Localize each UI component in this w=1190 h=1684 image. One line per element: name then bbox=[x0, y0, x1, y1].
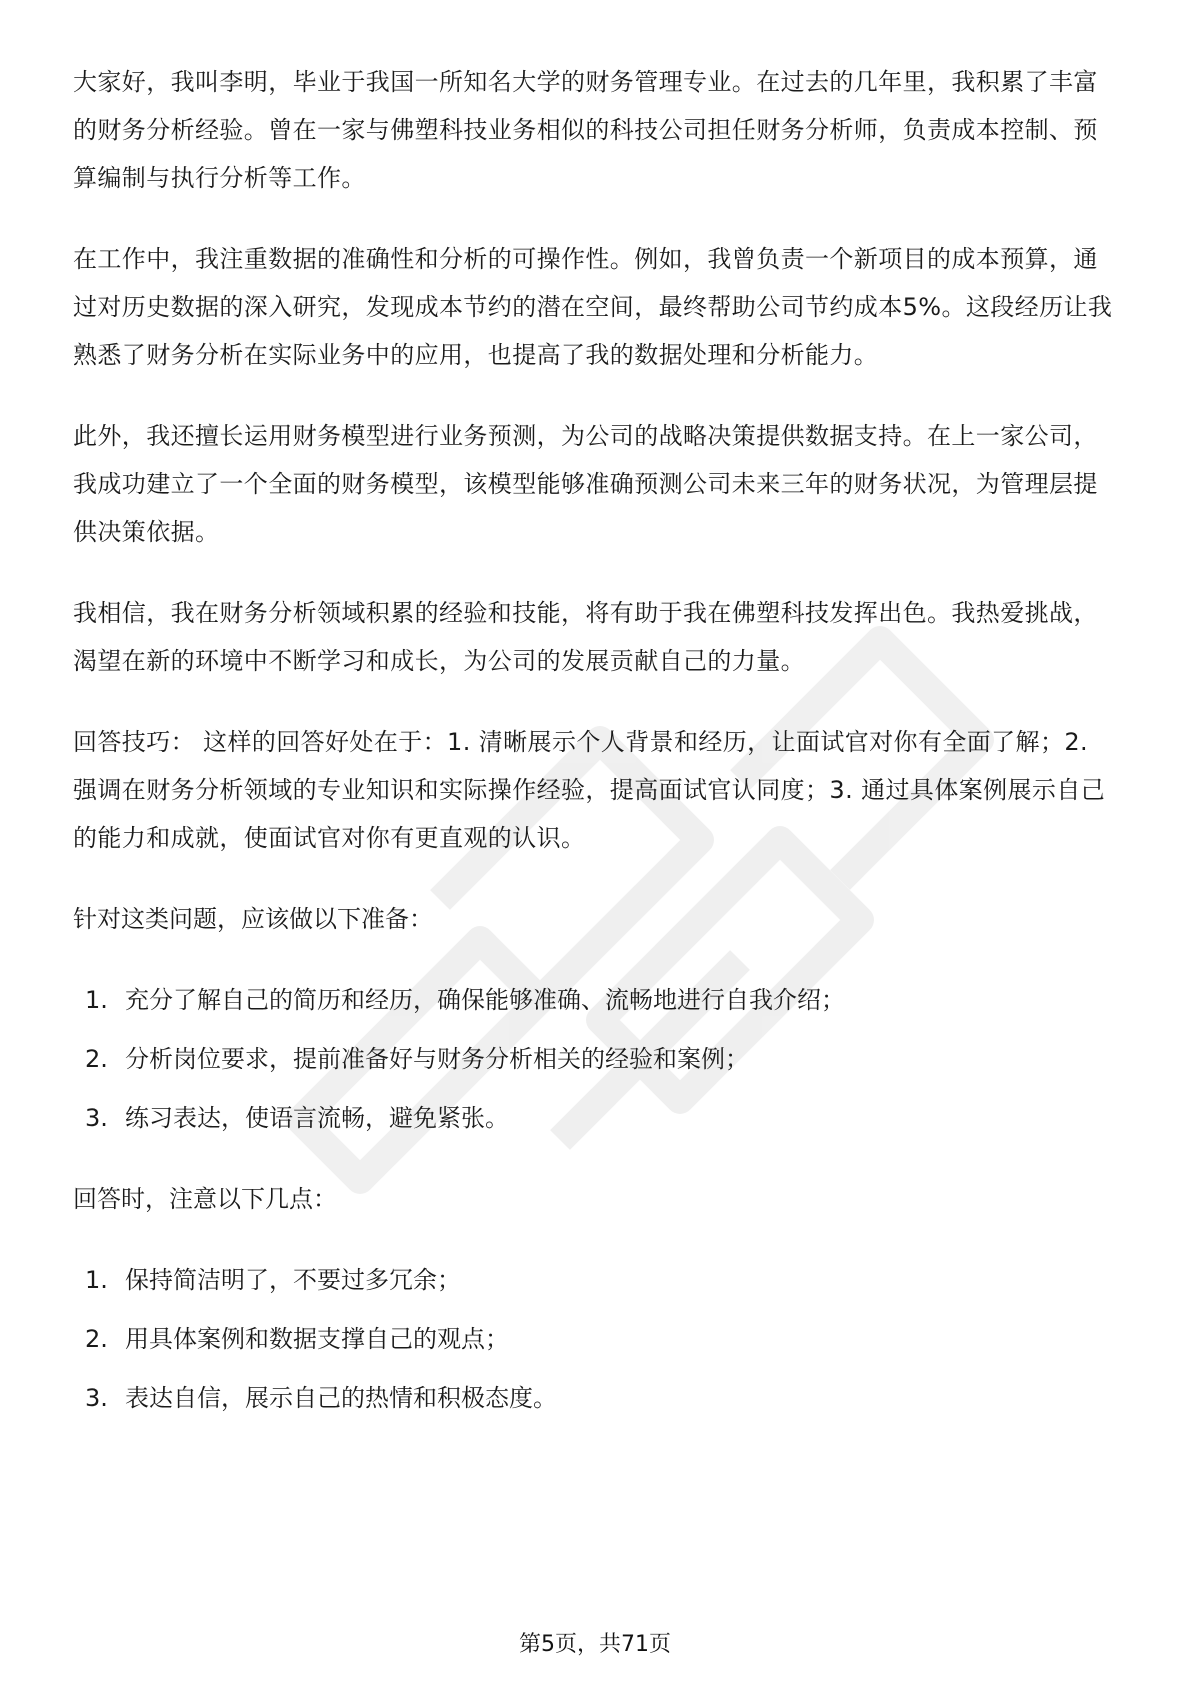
note-heading: 回答时，注意以下几点： bbox=[73, 1185, 337, 1213]
list-item: 1. 保持简洁明了，不要过多冗余； bbox=[85, 1266, 461, 1294]
document-body bbox=[73, 58, 1118, 1455]
note-list bbox=[73, 1256, 1118, 1422]
prep-list bbox=[73, 976, 1118, 1142]
list-item: 3. 练习表达，使语言流畅，避免紧张。 bbox=[85, 1104, 509, 1132]
page-number-footer: 第5页，共71页 bbox=[519, 1632, 671, 1657]
paragraph-answer-tips: 回答技巧： 这样的回答好处在于：1. 清晰展示个人背景和经历，让面试官对你有全面了解；2. 强调在财务分析领域的专业知识和实际操作经验，提高面试官认同度；3. 通过具体案例展示自己的能力和成就，使面试官对你有更直观的认识。 bbox=[73, 728, 1106, 852]
paragraph-experience: 在工作中，我注重数据的准确性和分析的可操作性。例如，我曾负责一个新项目的成本预算，通过对历史数据的深入研究，发现成本节约的潜在空间，最终帮助公司节约成本5%。这段经历让我熟悉了财务分析在实际业务中的应用，也提高了我的数据处理和分析能力。 bbox=[73, 245, 1113, 369]
paragraph-conclusion: 我相信，我在财务分析领域积累的经验和技能，将有助于我在佛塑科技发挥出色。我热爱挑战，渴望在新的环境中不断学习和成长，为公司的发展贡献自己的力量。 bbox=[73, 599, 1098, 675]
paragraph-modeling: 此外，我还擅长运用财务模型进行业务预测，为公司的战略决策提供数据支持。在上一家公司，我成功建立了一个全面的财务模型，该模型能够准确预测公司未来三年的财务状况，为管理层提供决策依据。 bbox=[73, 422, 1098, 546]
prep-heading: 针对这类问题，应该做以下准备： bbox=[73, 905, 433, 933]
list-item: 2. 用具体案例和数据支撑自己的观点； bbox=[85, 1325, 509, 1353]
list-item: 1. 充分了解自己的简历和经历，确保能够准确、流畅地进行自我介绍； bbox=[85, 986, 845, 1014]
paragraph-intro: 大家好，我叫李明，毕业于我国一所知名大学的财务管理专业。在过去的几年里，我积累了丰富的财务分析经验。曾在一家与佛塑科技业务相似的科技公司担任财务分析师，负责成本控制、预算编制与执行分析等工作。 bbox=[73, 68, 1098, 192]
list-item: 3. 表达自信，展示自己的热情和积极态度。 bbox=[85, 1384, 557, 1412]
list-item: 2. 分析岗位要求，提前准备好与财务分析相关的经验和案例； bbox=[85, 1045, 749, 1073]
